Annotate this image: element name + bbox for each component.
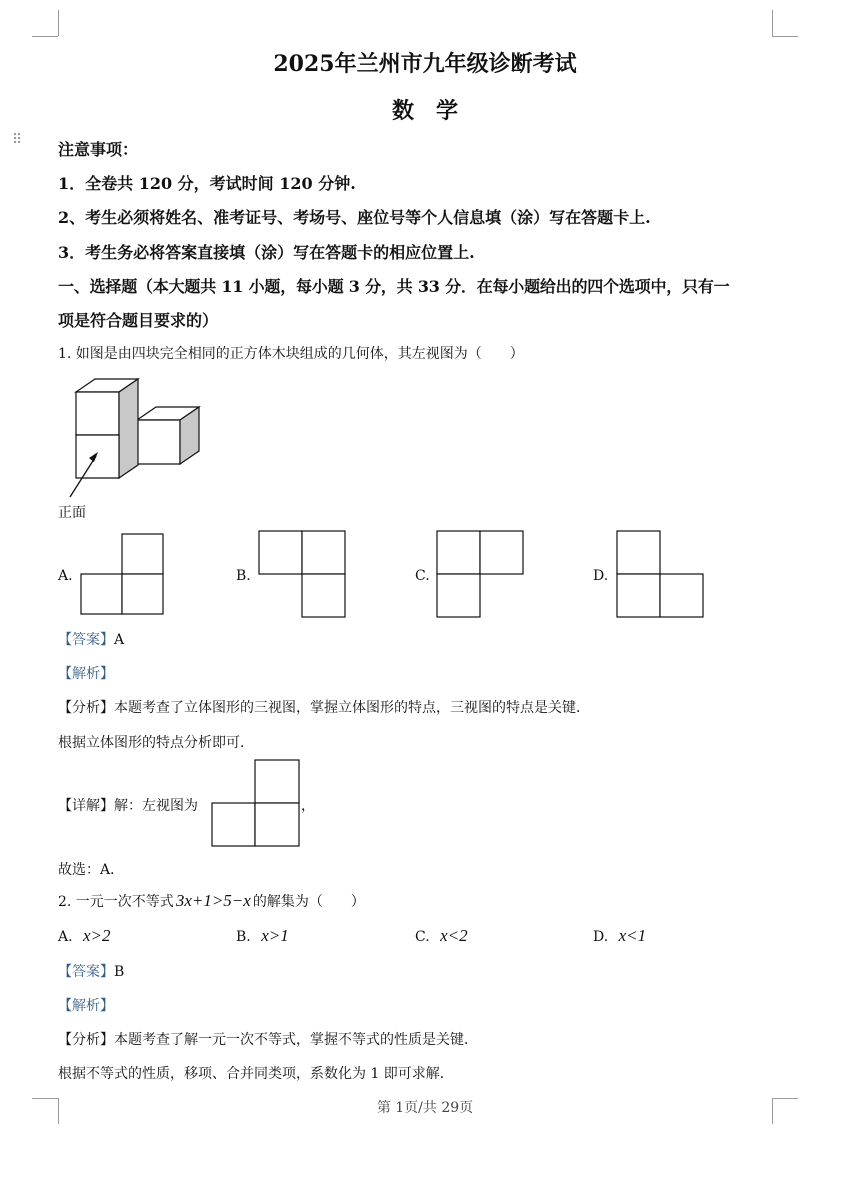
drag-handle-icon[interactable]: ⠿ xyxy=(12,132,22,148)
section-header-line1: 一、选择题（本大题共 11 小题，每小题 3 分，共 33 分．在每小题给出的四个选项中，只有一 xyxy=(58,277,730,296)
q1-option-a-figure xyxy=(80,533,170,623)
q2-fenxi-text: 本题考查了解一元一次不等式，掌握不等式的性质是关键． xyxy=(114,1032,478,1048)
notice-item-2: 2、考生必须将姓名、准考证号、考场号、座位号等个人信息填（涂）写在答题卡上. xyxy=(58,208,651,227)
crop-mark-tl-h xyxy=(32,36,58,37)
q1-detail-end: ， xyxy=(301,798,315,814)
q2-inequality: 3x+1>5−x xyxy=(175,891,251,910)
q1-analysis-tag: 【解析】 xyxy=(58,666,114,682)
q2-option-b-label: B. xyxy=(236,929,251,945)
q2-option-d[interactable] xyxy=(593,926,646,946)
q2-option-a-expr: x>2 xyxy=(83,926,111,945)
q2-option-c-expr: x<2 xyxy=(440,926,468,945)
q2-option-b[interactable] xyxy=(236,926,289,946)
page-title: 2025年兰州市九年级诊断考试 xyxy=(273,51,577,77)
crop-mark-tr-h xyxy=(772,36,798,37)
cube-right-front xyxy=(137,420,180,464)
q2-stem-suffix: 的解集为（ ） xyxy=(252,894,365,910)
q1-fenxi-text: 本题考查了立体图形的三视图，掌握立体图形的特点，三视图的特点是关键． xyxy=(114,700,590,716)
q1-answer-tag: 【答案】 xyxy=(58,632,114,648)
q2-option-d-expr: x<1 xyxy=(618,926,647,945)
section-header-line2: 项是符合题目要求的） xyxy=(58,311,219,330)
notice-item-3: 3．考生务必将答案直接填（涂）写在答题卡的相应位置上. xyxy=(58,243,475,262)
subject-title: 数 学 xyxy=(391,98,458,124)
q2-option-b-expr: x>1 xyxy=(261,926,289,945)
notice-heading: 注意事项： xyxy=(58,140,139,159)
q1-front-label: 正面 xyxy=(58,505,86,521)
q2-option-a-label: A. xyxy=(58,929,73,945)
q1-option-b-label[interactable]: B. xyxy=(236,568,251,584)
q2-stem-prefix: 2. 一元一次不等式 xyxy=(58,894,174,910)
q1-solid-figure xyxy=(72,378,222,488)
q1-answer xyxy=(58,629,124,649)
crop-mark-tr-v xyxy=(772,10,773,36)
q1-option-a-label[interactable]: A. xyxy=(58,568,73,584)
q1-fenxi-tag: 【分析】 xyxy=(58,700,114,716)
cube-top-front xyxy=(76,392,119,435)
q2-analysis-tag: 【解析】 xyxy=(58,998,114,1014)
crop-mark-tl-v xyxy=(58,10,59,36)
q1-detail-figure xyxy=(211,759,303,849)
q1-option-d-label[interactable]: D. xyxy=(593,568,609,584)
q1-stem: 1. 如图是由四块完全相同的正方体木块组成的几何体，其左视图为（ ） xyxy=(58,346,524,362)
q1-detail xyxy=(58,795,198,815)
notice-item-1: 1．全卷共 120 分，考试时间 120 分钟. xyxy=(58,174,356,193)
q2-fenxi-tag: 【分析】 xyxy=(58,1032,114,1048)
q2-option-d-label: D. xyxy=(593,929,609,945)
q1-conclusion: 故选：A． xyxy=(58,862,125,878)
cube-bottom-front xyxy=(76,435,119,478)
q1-detail-tag: 【详解】 xyxy=(58,798,114,814)
cube-stack-side xyxy=(119,379,138,478)
q2-option-c[interactable] xyxy=(415,926,468,946)
q2-option-c-label: C. xyxy=(415,929,430,945)
page-footer: 第 1页/共 29页 xyxy=(376,1100,474,1116)
q1-fenxi xyxy=(58,697,590,717)
q2-stem xyxy=(58,891,365,911)
q1-option-b-figure xyxy=(258,530,358,620)
q2-fenxi xyxy=(58,1029,478,1049)
q2-answer-tag: 【答案】 xyxy=(58,964,114,980)
q2-option-a[interactable] xyxy=(58,926,111,946)
q2-answer-value: B xyxy=(114,964,125,980)
q1-answer-value: A xyxy=(114,632,125,648)
q2-answer xyxy=(58,961,124,981)
q1-option-c-figure xyxy=(436,530,536,620)
q1-option-c-label[interactable]: C. xyxy=(415,568,430,584)
q2-method: 根据不等式的性质，移项、合并同类项，系数化为 1 即可求解． xyxy=(58,1066,454,1082)
q1-method: 根据立体图形的特点分析即可． xyxy=(58,735,254,751)
q1-option-d-figure xyxy=(616,530,716,620)
q1-detail-text: 解：左视图为 xyxy=(114,798,198,814)
